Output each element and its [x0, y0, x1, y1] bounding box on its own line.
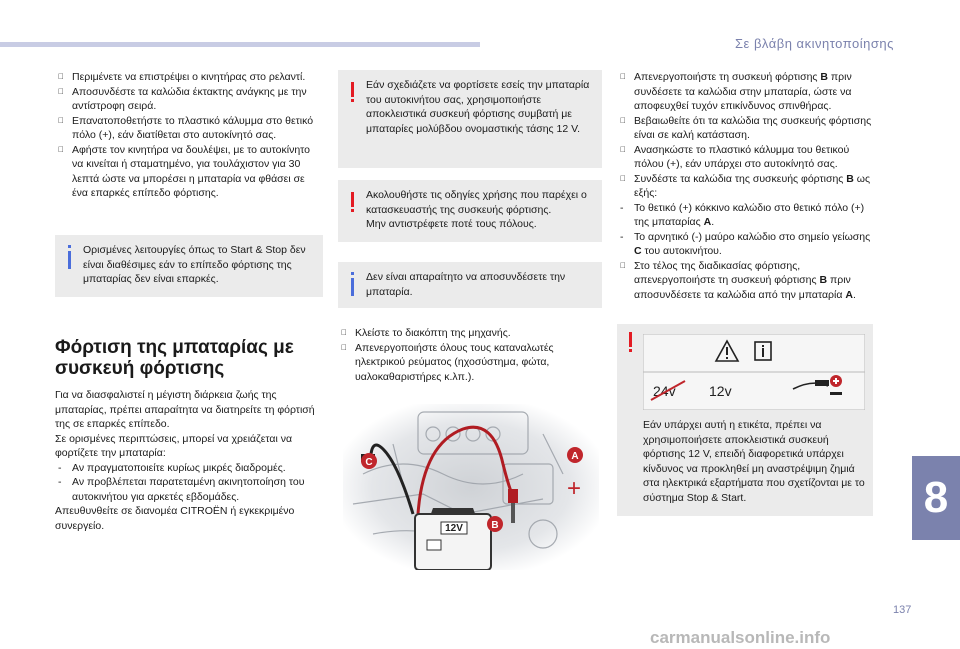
charger-icon — [415, 508, 491, 570]
list-item: Αφήστε τον κινητήρα να δουλέψει, με το αυτοκίνητο να κινείται ή σταματημένο, για τουλάχιστον για 30 λεπτά ώστε να μπορέσει η μπαταρία να φθάσει σε ένα επαρκές επίπεδο φόρτισης. — [72, 143, 310, 199]
label-24v: 24v — [653, 383, 676, 399]
warning-label-panel — [617, 324, 873, 516]
list-item: Βεβαιωθείτε ότι τα καλώδια της συσκευής φόρτισης είναι σε καλή κατάσταση. — [634, 114, 872, 141]
warning-icon — [346, 82, 360, 104]
warning-note-instructions: Ακολουθήστε τις οδηγίες χρήσης που παρέχει ο κατασκευαστής της συσκευής φόρτισης. Μην αντιστρέφετε ποτέ τους πόλους. — [338, 180, 602, 242]
chapter-title: Σε βλάβη ακινητοποίησης — [735, 36, 894, 51]
section-heading: Φόρτιση της μπαταρίας με συσκευή φόρτισης — [55, 337, 294, 379]
list-item: - Αν προβλέπεται παρατεταμένη ακινητοποίηση του αυτοκινήτου για αρκετές εβδομάδες. — [58, 476, 305, 503]
list-item: Περιμένετε να επιστρέψει ο κινητήρας στο ρελαντί. — [72, 71, 306, 83]
engine-charger-illustration — [343, 404, 599, 570]
left-body — [55, 388, 325, 533]
list-item: - Αν πραγματοποιείτε κυρίως μικρές διαδρομές. — [58, 461, 286, 474]
list-item: - Το θετικό (+) κόκκινο καλώδιο στο θετικό πόλο (+) της μπαταρίας A. — [620, 201, 865, 228]
paragraph: Σε ορισμένες περιπτώσεις, μπορεί να χρειάζεται να φορτίζετε την μπαταρία: — [55, 432, 293, 459]
middle-bullets — [338, 326, 602, 384]
list-item: Συνδέστε τα καλώδια της συσκευής φόρτισης B ως εξής: — [634, 172, 871, 199]
warning-icon — [346, 192, 360, 214]
label-12v: 12v — [709, 383, 732, 399]
svg-text:B: B — [491, 520, 499, 531]
chapter-tab: 8 — [912, 456, 960, 540]
plus-icon: + — [567, 475, 582, 502]
info-note — [55, 235, 323, 297]
volt-label: 12V — [445, 523, 463, 534]
charger-label-image — [643, 334, 865, 410]
list-item: Επανατοποθετήστε το πλαστικό κάλυμμα στο θετικό πόλο (+), εάν διατίθεται στο αυτοκίνητό σας. — [72, 114, 314, 141]
warning-icon — [624, 332, 638, 354]
left-bullets — [55, 70, 323, 201]
list-item: Στο τέλος της διαδικασίας φόρτισης, απενεργοποιήστε τη συσκευή φόρτισης B πριν αποσυνδέσετε τα καλώδια από την μπαταρία A. — [634, 259, 856, 301]
info-note-text: Ορισμένες λειτουργίες όπως το Start & Stop δεν είναι διαθέσιμες εάν το επίπεδο φόρτισης της μπαταρίας δεν είναι επαρκές. — [83, 244, 306, 285]
svg-text:A: A — [571, 451, 579, 462]
list-item: Ανασηκώστε το πλαστικό κάλυμμα του θετικού πόλου (+), εάν υπάρχει στο αυτοκίνητό σας. — [634, 143, 850, 170]
paragraph: Για να διασφαλιστεί η μέγιστη διάρκεια ζωής της μπαταρίας, πρέπει απαραίτητα να διατηρείτε τη φόρτισή της σε επαρκές επίπεδο. — [55, 389, 315, 430]
list-item: Απενεργοποιήστε όλους τους καταναλωτές ηλεκτρικού ρεύματος (ηχοσύστημα, φώτα, υαλοκαθαριστήρες κ.λπ.). — [355, 341, 554, 383]
header-bar — [0, 42, 480, 47]
info-icon — [63, 247, 77, 269]
list-item: - Το αρνητικό (-) μαύρο καλώδιο στο σημείο γείωσης C του αυτοκινήτου. — [620, 230, 871, 257]
watermark: carmanualsonline.info — [650, 628, 831, 647]
list-item: Αποσυνδέστε τα καλώδια έκτακτης ανάγκης με την αντίστροφη σειρά. — [72, 85, 307, 112]
svg-text:C: C — [365, 457, 373, 468]
list-item: Κλείστε το διακόπτη της μηχανής. — [355, 327, 511, 339]
right-instructions — [617, 70, 879, 302]
list-item: Απενεργοποιήστε τη συσκευή φόρτισης B πριν συνδέσετε τα καλώδια στην μπαταρία, ώστε να αποφευχθεί τυχόν επικίνδυνος σπινθήρας. — [634, 71, 852, 112]
warning-note-charger: Εάν σχεδιάζετε να φορτίσετε εσείς την μπαταρία του αυτοκινήτου σας, χρησιμοποιήστε αποκλειστικά συσκευή φόρτισης συμβατή με μπαταρίες μολύβδου ονομαστικής τάσης 12 V. — [338, 70, 602, 168]
paragraph: Απευθυνθείτε σε διανομέα CITROËN ή εγκεκριμένο συνεργείο. — [55, 505, 295, 532]
panel-text: Εάν υπάρχει αυτή η ετικέτα, πρέπει να χρησιμοποιήσετε αποκλειστικά συσκευή φόρτισης 12 V, επειδή διαφορετικά υπάρχει κίνδυνος να προκληθεί μη αναστρέψιμη ζημιά στα ηλεκτρικά εξαρτήματα που σχετίζονται με το σύστημα Stop & Start. — [643, 419, 865, 504]
page-number: 137 — [893, 604, 912, 616]
info-icon — [346, 274, 360, 296]
info-note-disconnect: Δεν είναι απαραίτητο να αποσυνδέσετε την μπαταρία. — [338, 262, 602, 308]
